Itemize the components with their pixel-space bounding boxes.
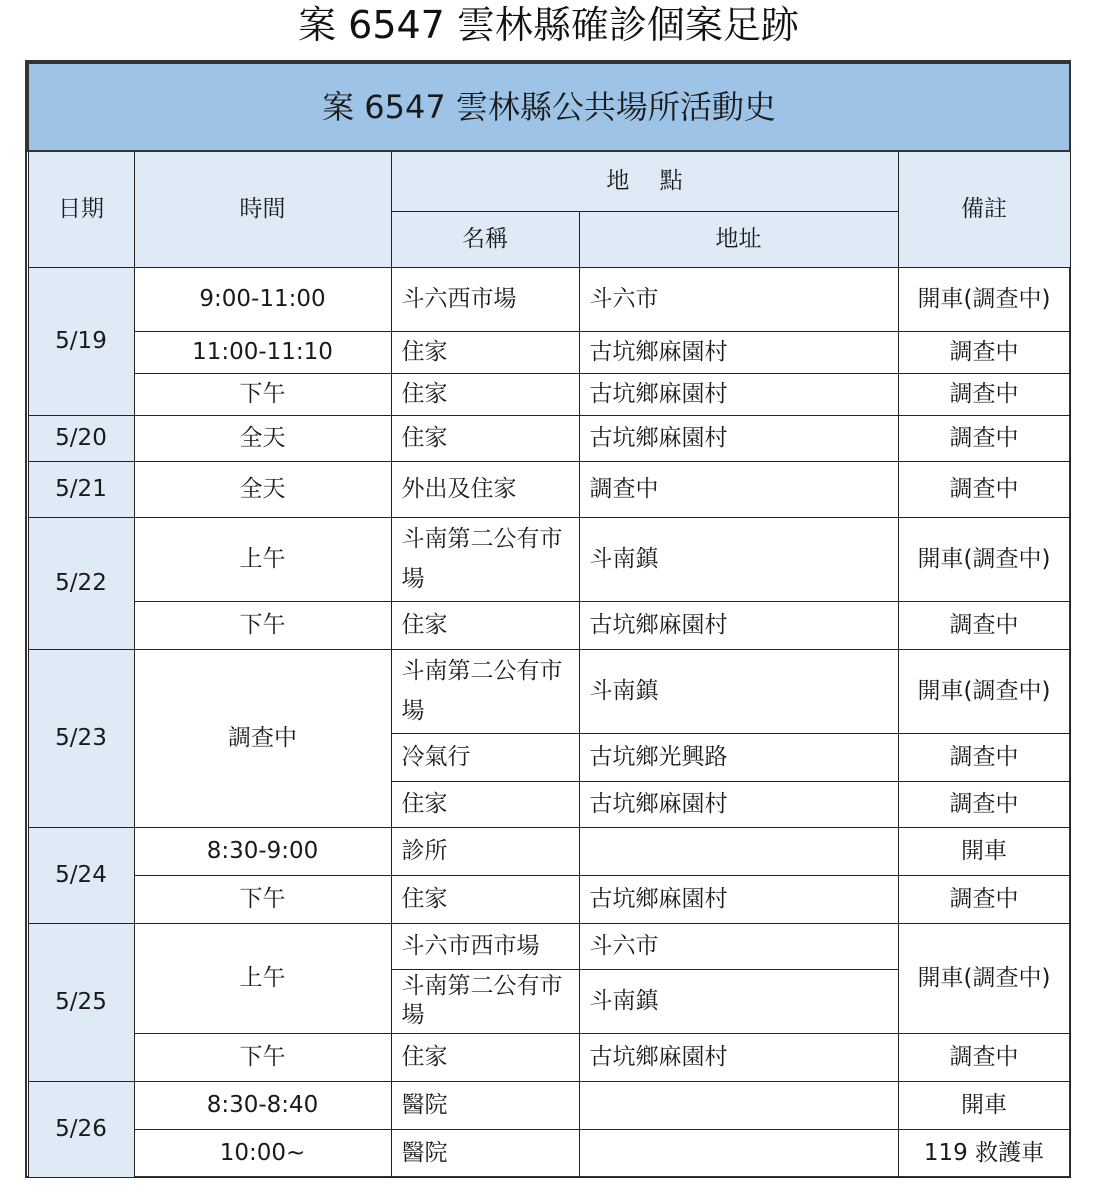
remark-cell: 119 救護車 (898, 1129, 1070, 1177)
table-row (28, 415, 1070, 461)
place-name-cell: 斗南第二公有市場 (391, 649, 579, 733)
header-location: 地 點 (391, 151, 898, 211)
table-row (28, 461, 1070, 517)
address-cell: 古坑鄉麻園村 (579, 1033, 898, 1081)
table-row (28, 1033, 1070, 1081)
time-cell: 下午 (134, 601, 391, 649)
time-cell: 全天 (134, 461, 391, 517)
address-cell: 斗南鎮 (579, 969, 898, 1033)
address-cell: 斗六市 (579, 923, 898, 969)
date-cell: 5/25 (28, 923, 134, 1081)
place-name-cell: 住家 (391, 601, 579, 649)
table-row (28, 331, 1070, 373)
date-cell: 5/26 (28, 1081, 134, 1177)
address-cell: 斗南鎮 (579, 517, 898, 601)
address-cell: 古坑鄉光興路 (579, 733, 898, 781)
remark-cell: 調查中 (898, 461, 1070, 517)
place-name-cell: 斗六市西市場 (391, 923, 579, 969)
date-cell: 5/24 (28, 827, 134, 923)
header-time: 時間 (134, 151, 391, 267)
place-name-cell: 診所 (391, 827, 579, 875)
remark-cell: 調查中 (898, 733, 1070, 781)
date-cell: 5/22 (28, 517, 134, 649)
date-cell: 5/20 (28, 415, 134, 461)
activity-table (27, 62, 1071, 1178)
address-cell (579, 1081, 898, 1129)
remark-cell: 調查中 (898, 601, 1070, 649)
time-cell: 調查中 (134, 649, 391, 827)
time-cell: 10:00~ (134, 1129, 391, 1177)
remark-cell: 開車 (898, 1081, 1070, 1129)
remark-cell: 開車(調查中) (898, 649, 1070, 733)
table-row (28, 373, 1070, 415)
address-cell: 斗六市 (579, 267, 898, 331)
address-cell: 古坑鄉麻園村 (579, 875, 898, 923)
table-row (28, 1129, 1070, 1177)
activity-table-frame (25, 60, 1071, 1178)
remark-cell: 調查中 (898, 331, 1070, 373)
time-cell: 上午 (134, 923, 391, 1033)
remark-cell: 調查中 (898, 373, 1070, 415)
date-cell: 5/23 (28, 649, 134, 827)
place-name-cell: 住家 (391, 875, 579, 923)
time-cell: 下午 (134, 373, 391, 415)
address-cell: 斗南鎮 (579, 649, 898, 733)
address-cell: 古坑鄉麻園村 (579, 331, 898, 373)
header-name: 名稱 (391, 211, 579, 267)
place-name-cell: 斗南第二公有市場 (391, 969, 579, 1033)
remark-cell: 開車(調查中) (898, 517, 1070, 601)
address-cell (579, 1129, 898, 1177)
table-row (28, 601, 1070, 649)
place-name-cell: 醫院 (391, 1081, 579, 1129)
header-date: 日期 (28, 151, 134, 267)
time-cell: 11:00-11:10 (134, 331, 391, 373)
place-name-cell: 住家 (391, 1033, 579, 1081)
table-banner-row (28, 63, 1070, 151)
place-name-cell: 斗南第二公有市場 (391, 517, 579, 601)
address-cell: 古坑鄉麻園村 (579, 601, 898, 649)
place-name-cell: 住家 (391, 373, 579, 415)
address-cell: 古坑鄉麻園村 (579, 373, 898, 415)
table-row (28, 827, 1070, 875)
remark-cell: 開車(調查中) (898, 923, 1070, 1033)
header-remark: 備註 (898, 151, 1070, 267)
time-cell: 上午 (134, 517, 391, 601)
date-cell: 5/19 (28, 267, 134, 415)
remark-cell: 調查中 (898, 1033, 1070, 1081)
remark-cell: 調查中 (898, 415, 1070, 461)
table-row (28, 267, 1070, 331)
place-name-cell: 住家 (391, 415, 579, 461)
place-name-cell: 住家 (391, 781, 579, 827)
table-row (28, 1081, 1070, 1129)
time-cell: 9:00-11:00 (134, 267, 391, 331)
place-name-cell: 冷氣行 (391, 733, 579, 781)
table-row (28, 517, 1070, 601)
header-row-1 (28, 151, 1070, 211)
table-row (28, 649, 1070, 733)
place-name-cell: 外出及住家 (391, 461, 579, 517)
time-cell: 全天 (134, 415, 391, 461)
table-title: 案 6547 雲林縣公共場所活動史 (28, 63, 1070, 151)
time-cell: 下午 (134, 875, 391, 923)
page-title: 案 6547 雲林縣確診個案足跡 (298, 3, 799, 47)
time-cell: 下午 (134, 1033, 391, 1081)
header-address: 地址 (579, 211, 898, 267)
address-cell: 調查中 (579, 461, 898, 517)
remark-cell: 調查中 (898, 875, 1070, 923)
table-row (28, 923, 1070, 969)
time-cell: 8:30-8:40 (134, 1081, 391, 1129)
remark-cell: 開車(調查中) (898, 267, 1070, 331)
date-cell: 5/21 (28, 461, 134, 517)
remark-cell: 調查中 (898, 781, 1070, 827)
place-name-cell: 醫院 (391, 1129, 579, 1177)
address-cell: 古坑鄉麻園村 (579, 781, 898, 827)
time-cell: 8:30-9:00 (134, 827, 391, 875)
remark-cell: 開車 (898, 827, 1070, 875)
address-cell (579, 827, 898, 875)
address-cell: 古坑鄉麻園村 (579, 415, 898, 461)
table-row (28, 875, 1070, 923)
place-name-cell: 住家 (391, 331, 579, 373)
place-name-cell: 斗六西市場 (391, 267, 579, 331)
